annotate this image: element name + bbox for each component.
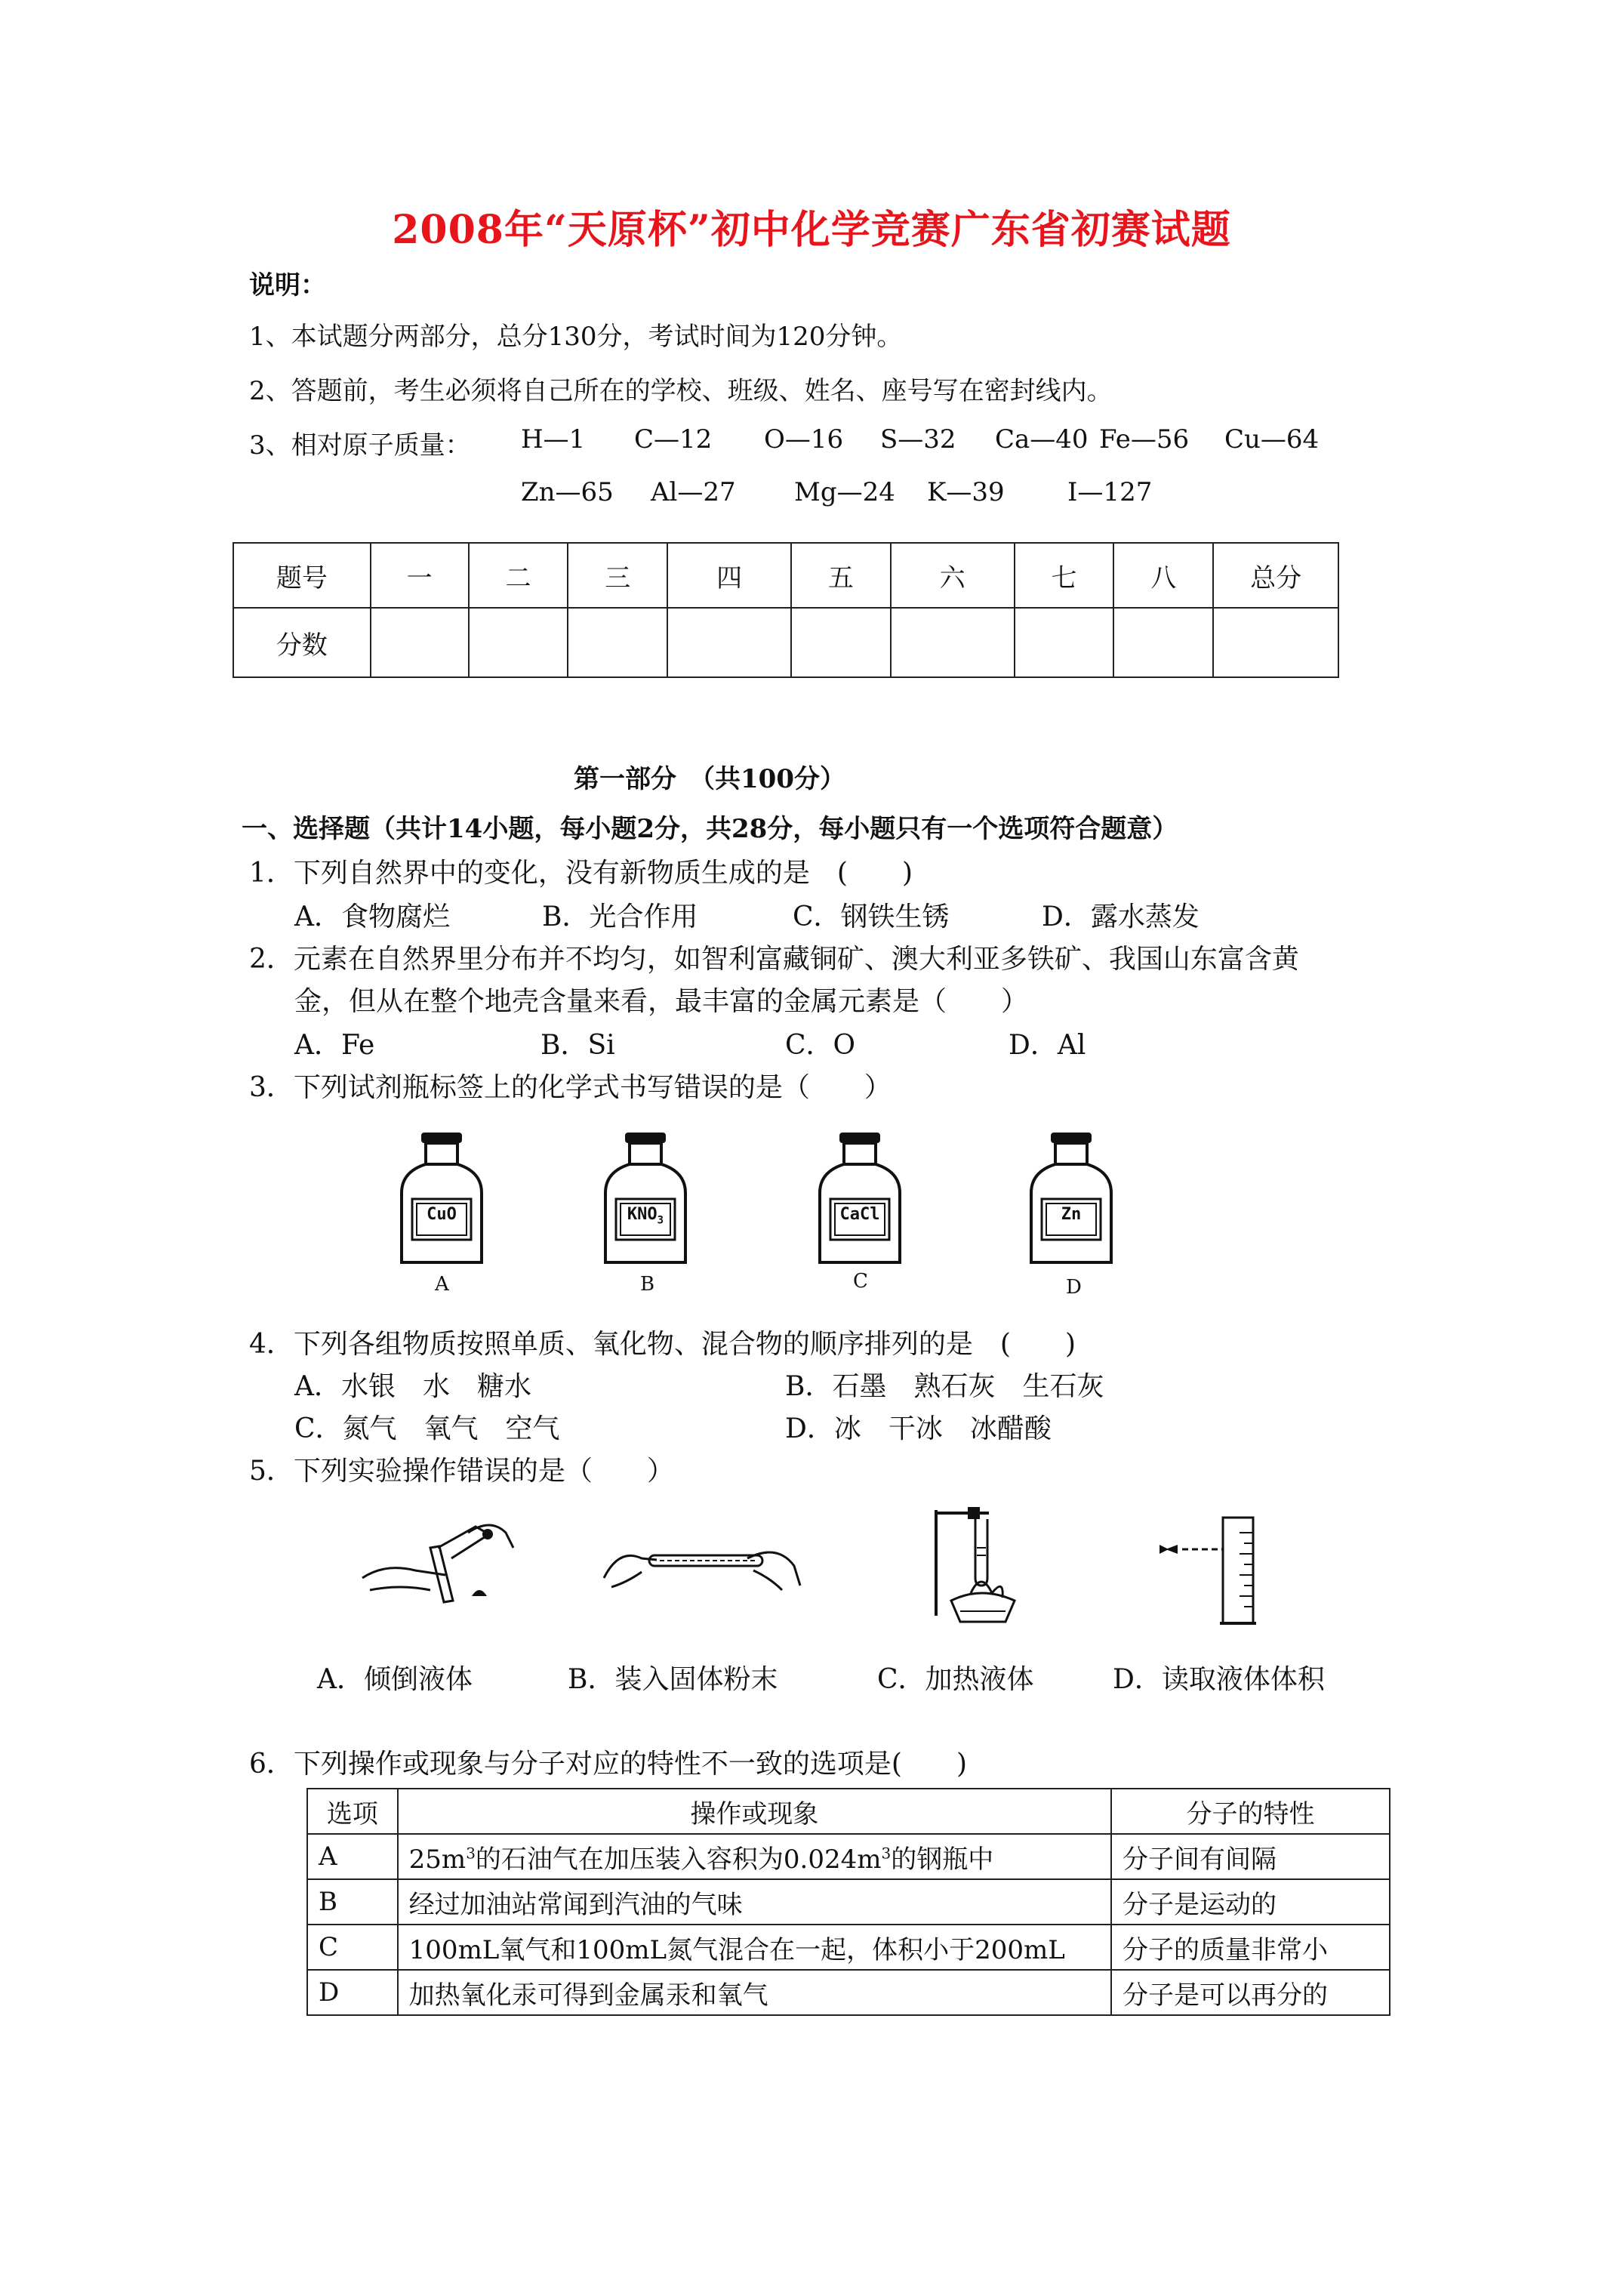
score-cell[interactable] <box>1213 608 1338 677</box>
q1-option-d[interactable]: D．露水蒸发 <box>1042 901 1200 932</box>
bottle-letter: B <box>640 1273 655 1296</box>
score-header-cell: 五 <box>791 543 891 608</box>
q6-row-trait: 分子是运动的 <box>1111 1879 1390 1925</box>
q4-option-d[interactable]: D．冰 干冰 冰醋酸 <box>785 1413 1052 1444</box>
q5-option-d[interactable]: D．读取液体体积 <box>1113 1664 1325 1695</box>
q2-stem-line2: 金，但从在整个地壳含量来看，最丰富的金属元素是（ ） <box>294 986 1029 1017</box>
mass-o: O—16 <box>764 424 844 455</box>
score-cell[interactable] <box>1113 608 1213 677</box>
bottle-letter: D <box>1066 1276 1082 1299</box>
mass-zn: Zn—65 <box>521 477 614 507</box>
q6-row-text: 25m <box>408 1844 467 1875</box>
score-cell[interactable] <box>891 608 1015 677</box>
q4-option-b[interactable]: B．石墨 熟石灰 生石灰 <box>785 1371 1104 1402</box>
q6-header-option: 选项 <box>307 1789 398 1834</box>
q6-row-text: 的钢瓶中 <box>891 1844 994 1875</box>
q6-row-trait: 分子是可以再分的 <box>1111 1970 1390 2015</box>
q6-row-operation: 100mL氧气和100mL氮气混合在一起，体积小于200mL <box>398 1925 1111 1970</box>
q6-row-operation: 加热氧化汞可得到金属汞和氧气 <box>398 1970 1111 2015</box>
bottle-label: CuO <box>427 1205 457 1224</box>
score-cell[interactable] <box>791 608 891 677</box>
score-cell[interactable] <box>568 608 667 677</box>
q4-stem: 4．下列各组物质按照单质、氧化物、混合物的顺序排列的是 ( ) <box>249 1329 1076 1360</box>
score-cell[interactable] <box>1015 608 1114 677</box>
bottle-a[interactable] <box>393 1130 491 1303</box>
mass-ca: Ca—40 <box>995 424 1089 455</box>
bottle-subscript: 3 <box>657 1214 664 1227</box>
bottle-d[interactable] <box>1022 1130 1120 1303</box>
score-header-cell: 三 <box>568 543 667 608</box>
mass-s: S—32 <box>880 424 956 455</box>
q6-row-operation <box>398 1834 1111 1879</box>
bottle-letter: A <box>435 1273 449 1296</box>
q2-option-a[interactable]: A．Fe <box>294 1030 375 1061</box>
score-table <box>233 542 1339 678</box>
q2-option-b[interactable]: B．Si <box>540 1030 615 1061</box>
note-1: 1、本试题分两部分，总分130分，考试时间为120分钟。 <box>249 322 903 352</box>
mass-cu: Cu—64 <box>1224 424 1320 455</box>
pour-liquid-figure[interactable] <box>355 1518 521 1616</box>
mass-k: K—39 <box>927 477 1005 507</box>
score-header-cell: 八 <box>1113 543 1213 608</box>
add-powder-figure[interactable] <box>596 1525 808 1601</box>
q5-stem: 5．下列实验操作错误的是（ ） <box>249 1456 674 1487</box>
q4-option-a[interactable]: A．水银 水 糖水 <box>294 1371 531 1402</box>
bottle-letter: C <box>853 1270 868 1293</box>
score-cell[interactable] <box>371 608 469 677</box>
note-2: 2、答题前，考生必须将自己所在的学校、班级、姓名、座号写在密封线内。 <box>249 376 1113 406</box>
q5-option-a[interactable]: A．倾倒液体 <box>317 1664 473 1695</box>
mass-h: H—1 <box>521 424 586 455</box>
score-cell[interactable] <box>469 608 568 677</box>
q6-row-superscript: 3 <box>881 1844 892 1863</box>
q1-option-a[interactable]: A．食物腐烂 <box>294 901 450 932</box>
q6-row-superscript: 3 <box>466 1844 476 1863</box>
score-header-cell: 总分 <box>1213 543 1338 608</box>
mass-fe: Fe—56 <box>1099 424 1190 455</box>
part1-heading: 第一部分 （共100分） <box>574 764 845 794</box>
mass-al: Al—27 <box>651 477 736 507</box>
score-row-label: 分数 <box>233 608 371 677</box>
notes-heading: 说明： <box>249 270 326 300</box>
q5-option-b[interactable]: B．装入固体粉末 <box>568 1664 778 1695</box>
mass-c: C—12 <box>634 424 713 455</box>
bottle-b[interactable] <box>596 1130 694 1303</box>
q2-option-d[interactable]: D．Al <box>1009 1030 1086 1061</box>
q2-stem-line1: 2．元素在自然界里分布并不均匀，如智利富藏铜矿、澳大利亚多铁矿、我国山东富含黄 <box>249 944 1299 975</box>
q6-row-trait: 分子的质量非常小 <box>1111 1925 1390 1970</box>
score-cell[interactable] <box>667 608 791 677</box>
q1-stem: 1．下列自然界中的变化，没有新物质生成的是 ( ) <box>249 858 913 889</box>
q6-table <box>306 1788 1390 2016</box>
q6-row-option[interactable]: A <box>307 1834 398 1879</box>
q6-header-trait: 分子的特性 <box>1111 1789 1390 1834</box>
score-header-cell: 一 <box>371 543 469 608</box>
bottle-label: CaCl <box>839 1205 880 1224</box>
score-header-cell: 四 <box>667 543 791 608</box>
bottle-c[interactable] <box>811 1130 909 1303</box>
q1-option-c[interactable]: C．钢铁生锈 <box>793 901 950 932</box>
bottle-label <box>622 1205 669 1226</box>
mass-mg: Mg—24 <box>794 477 895 507</box>
mass-i: I—127 <box>1067 477 1153 507</box>
exam-title: 2008年“天原杯”初中化学竞赛广东省初赛试题 <box>392 207 1231 253</box>
q6-row-option[interactable]: B <box>307 1879 398 1925</box>
q2-option-c[interactable]: C．O <box>785 1030 856 1061</box>
q6-stem: 6．下列操作或现象与分子对应的特性不一致的选项是( ) <box>249 1749 967 1780</box>
q1-option-b[interactable]: B．光合作用 <box>542 901 698 932</box>
bottle-label: Zn <box>1061 1205 1082 1224</box>
q6-row-trait: 分子间有间隔 <box>1111 1834 1390 1879</box>
q4-option-c[interactable]: C．氮气 氧气 空气 <box>294 1413 560 1444</box>
score-header-cell: 六 <box>891 543 1015 608</box>
q6-row-operation: 经过加油站常闻到汽油的气味 <box>398 1879 1111 1925</box>
heat-liquid-figure[interactable] <box>921 1502 1027 1631</box>
section1-heading: 一、选择题（共计14小题，每小题2分，共28分，每小题只有一个选项符合题意） <box>242 814 1178 844</box>
q6-header-operation: 操作或现象 <box>398 1789 1111 1834</box>
q6-row-option[interactable]: C <box>307 1925 398 1970</box>
note-3-label: 3、相对原子质量： <box>249 430 471 461</box>
q5-option-c[interactable]: C．加热液体 <box>877 1664 1034 1695</box>
q3-stem: 3．下列试剂瓶标签上的化学式书写错误的是（ ） <box>249 1072 892 1103</box>
score-header-cell: 二 <box>469 543 568 608</box>
read-volume-figure[interactable] <box>1155 1510 1268 1631</box>
score-header-cell: 七 <box>1015 543 1114 608</box>
score-header-cell: 题号 <box>233 543 371 608</box>
q6-row-option[interactable]: D <box>307 1970 398 2015</box>
q6-row-text: 的石油气在加压装入容积为0.024m <box>475 1844 882 1875</box>
bottle-formula: KNO <box>627 1205 658 1224</box>
